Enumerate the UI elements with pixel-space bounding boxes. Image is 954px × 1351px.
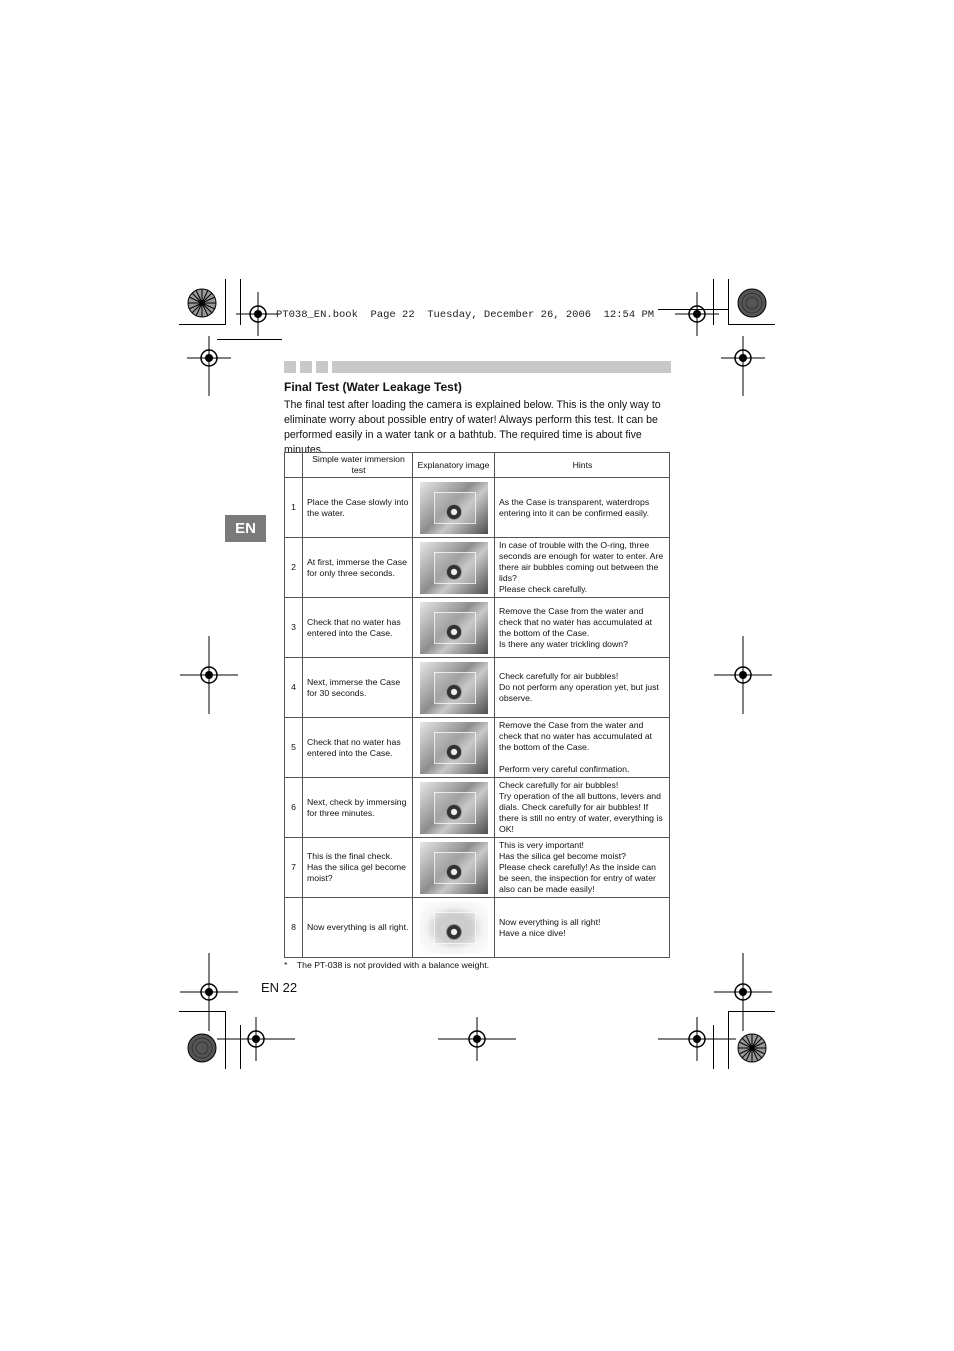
step-instruction: Now everything is all right.: [303, 898, 413, 958]
camera-case-photo-icon: [420, 782, 488, 834]
camera-case-photo-icon: [420, 842, 488, 894]
camera-case-photo-icon: [420, 722, 488, 774]
table-row: [285, 838, 670, 898]
print-header: PT038_EN.book Page 22 Tuesday, December 26, 2006 12:54 PM: [276, 309, 655, 321]
step-instruction: This is the final check. Has the silica gel become moist?: [303, 838, 413, 898]
camera-case-photo-icon: [420, 542, 488, 594]
step-instruction: Place the Case slowly into the water.: [303, 478, 413, 538]
step-hint: Remove the Case from the water and check that no water has accumulated at the bottom of the Case. Perform very careful confirmation.: [495, 718, 670, 778]
registration-mark: [438, 1017, 516, 1061]
table-row: [285, 718, 670, 778]
header-hints: Hints: [495, 453, 670, 478]
step-instruction: Next, immerse the Case for 30 seconds.: [303, 658, 413, 718]
step-image: [413, 718, 495, 778]
step-number: 3: [285, 598, 303, 658]
crop-mark: [728, 279, 729, 325]
table-row: [285, 478, 670, 538]
registration-mark: [236, 292, 280, 336]
registration-mark: [675, 292, 719, 336]
step-hint: In case of trouble with the O-ring, three seconds are enough for water to enter. Are there air bubbles coming out between the lids? Please check carefully.: [495, 538, 670, 598]
table-row: [285, 658, 670, 718]
step-instruction: At first, immerse the Case for only three seconds.: [303, 538, 413, 598]
camera-case-photo-icon: [420, 602, 488, 654]
step-hint: Now everything is all right! Have a nice dive!: [495, 898, 670, 958]
step-number: 6: [285, 778, 303, 838]
print-rosette: [187, 288, 217, 318]
step-image: [413, 598, 495, 658]
section-bar: [284, 361, 671, 373]
table-row: [285, 538, 670, 598]
table-row: [285, 778, 670, 838]
header-test: Simple water immersion test: [303, 453, 413, 478]
table-header-row: [285, 453, 670, 478]
step-number: 1: [285, 478, 303, 538]
registration-mark: [714, 636, 772, 714]
language-tab: EN: [225, 515, 266, 542]
step-image: [413, 538, 495, 598]
step-instruction: Check that no water has entered into the Case.: [303, 718, 413, 778]
section-title: Final Test (Water Leakage Test): [284, 380, 462, 394]
step-image: [413, 898, 495, 958]
print-rosette: [737, 288, 767, 318]
step-hint: As the Case is transparent, waterdrops entering into it can be confirmed easily.: [495, 478, 670, 538]
step-number: 8: [285, 898, 303, 958]
footnote: * The PT-038 is not provided with a balance weight.: [284, 960, 490, 970]
intro-paragraph: The final test after loading the camera is explained below. This is the only way to eliminate worry about possible entry of water! Always perform this test. It can be performed easily in a water tank or a bathtub. The required time is about five minutes.: [284, 399, 661, 456]
print-rosette: [187, 1033, 217, 1063]
registration-mark: [658, 1017, 736, 1061]
step-hint: This is very important! Has the silica gel become moist? Please check carefully! As the inside can be seen, the inspection for entry of water also can be made easily!: [495, 838, 670, 898]
test-table: [284, 452, 670, 958]
registration-mark: [721, 336, 765, 396]
step-hint: Check carefully for air bubbles! Do not perform any operation yet, but just observe.: [495, 658, 670, 718]
step-instruction: Check that no water has entered into the Case.: [303, 598, 413, 658]
step-number: 7: [285, 838, 303, 898]
camera-case-photo-icon: [420, 662, 488, 714]
step-image: [413, 478, 495, 538]
table-row: [285, 898, 670, 958]
crop-mark: [179, 324, 225, 325]
step-image: [413, 838, 495, 898]
step-instruction: Next, check by immersing for three minutes.: [303, 778, 413, 838]
header-num: [285, 453, 303, 478]
registration-mark: [217, 1017, 295, 1061]
crop-mark: [225, 279, 226, 325]
camera-case-photo-icon: [420, 482, 488, 534]
header-image: Explanatory image: [413, 453, 495, 478]
step-number: 2: [285, 538, 303, 598]
step-hint: Remove the Case from the water and check that no water has accumulated at the bottom of the Case. Is there any water trickling down?: [495, 598, 670, 658]
step-number: 4: [285, 658, 303, 718]
table-row: [285, 598, 670, 658]
page-number: EN 22: [261, 980, 298, 995]
step-hint: Check carefully for air bubbles! Try operation of the all buttons, levers and dials. Check carefully for air bubbles! If there is still no entry of water, everything is OK!: [495, 778, 670, 838]
camera-case-photo-icon: [420, 902, 488, 954]
step-image: [413, 658, 495, 718]
print-rosette: [737, 1033, 767, 1063]
crop-mark: [729, 324, 775, 325]
registration-mark: [180, 636, 238, 714]
step-number: 5: [285, 718, 303, 778]
step-image: [413, 778, 495, 838]
registration-mark: [187, 336, 231, 396]
